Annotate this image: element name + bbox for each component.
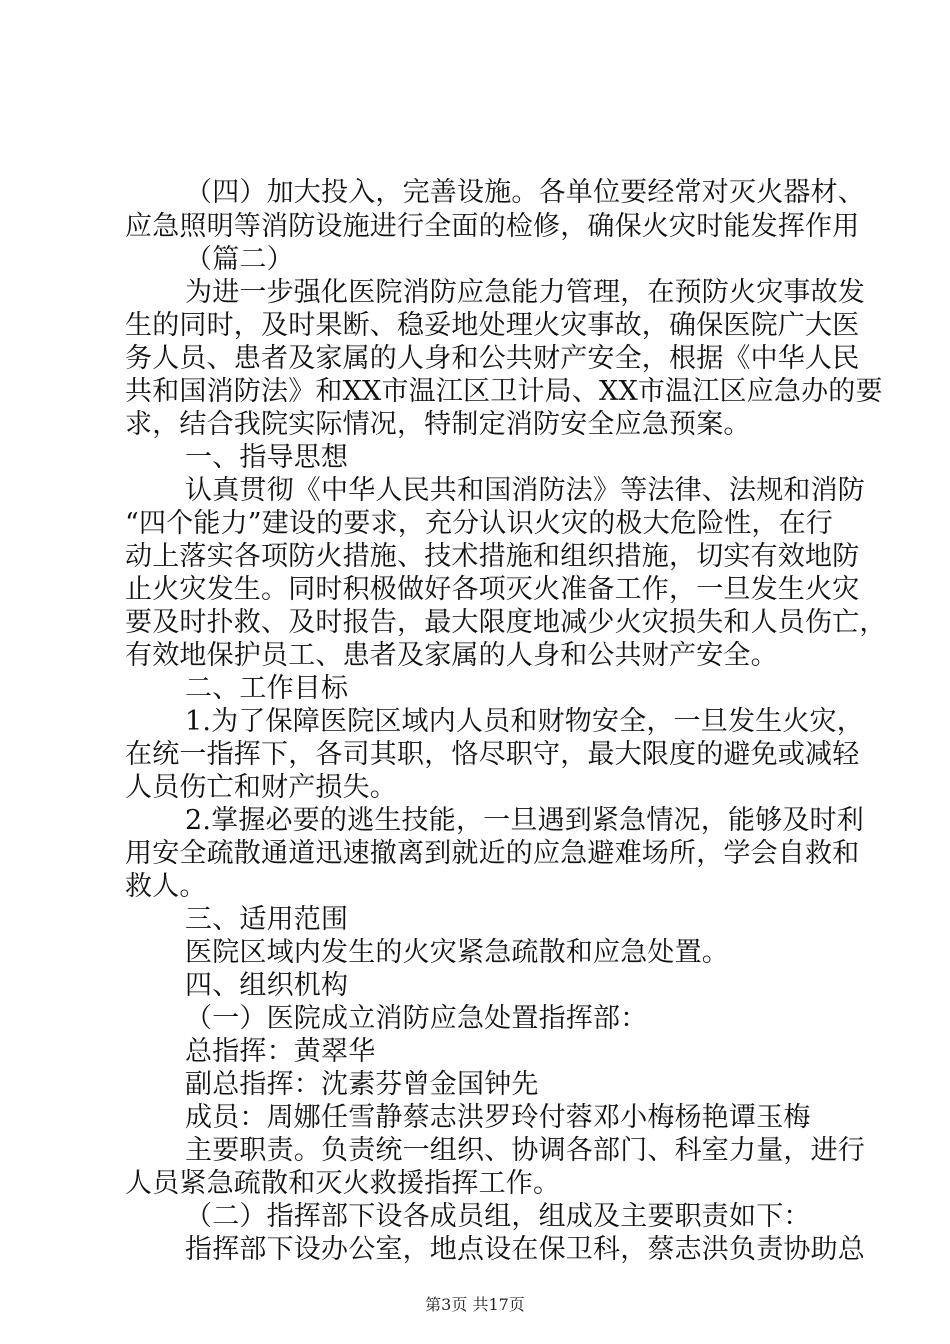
text-line: 止火灾发生。同时积极做好各项灭火准备工作，一旦发生火灾 bbox=[125, 574, 860, 605]
text-line: （一）医院成立消防应急处置指挥部： bbox=[185, 1003, 648, 1034]
text-line: 人员伤亡和财产损失。 bbox=[125, 772, 397, 803]
text-line: 务人员、患者及家属的人身和公共财产安全，根据《中华人民 bbox=[125, 343, 860, 374]
text-line: 人员紧急疏散和灭火救援指挥工作。 bbox=[125, 1168, 561, 1199]
section-heading: 二、工作目标 bbox=[185, 673, 349, 704]
text-line: 在统一指挥下，各司其职，恪尽职守，最大限度的避免或减轻 bbox=[125, 739, 860, 770]
text-line: （二）指挥部下设各成员组，组成及主要职责如下： bbox=[185, 1201, 811, 1232]
text-line: 动上落实各项防火措施、技术措施和组织措施，切实有效地防 bbox=[125, 541, 860, 572]
text-line: 认真贯彻《中华人民共和国消防法》等法律、法规和消防 bbox=[185, 475, 865, 506]
text-line: 指挥部下设办公室，地点设在保卫科，蔡志洪负责协助总 bbox=[185, 1234, 865, 1265]
text-line: 2.掌握必要的逃生技能，一旦遇到紧急情况，能够及时利 bbox=[185, 805, 864, 836]
text-line: 医院区域内发生的火灾紧急疏散和应急处置。 bbox=[185, 937, 729, 968]
text-line: 有效地保护员工、患者及家属的人身和公共财产安全。 bbox=[125, 640, 778, 671]
text-line: 副总指挥：沈素芬曾金国钟先 bbox=[185, 1069, 539, 1100]
text-line: （四）加大投入，完善设施。各单位要经常对灭火器材、 bbox=[185, 177, 865, 208]
text-line: 求，结合我院实际情况，特制定消防安全应急预案。 bbox=[125, 409, 751, 440]
text-line: 总指挥：黄翠华 bbox=[185, 1036, 376, 1067]
text-line: 生的同时，及时果断、稳妥地处理火灾事故，确保医院广大医 bbox=[125, 310, 860, 341]
text-line: 为进一步强化医院消防应急能力管理，在预防火灾事故发 bbox=[185, 277, 865, 308]
text-line: 共和国消防法》和XX市温江区卫计局、XX市温江区应急办的要 bbox=[125, 376, 883, 407]
section-heading: 一、指导思想 bbox=[185, 442, 349, 473]
text-line: 用安全疏散通道迅速撤离到就近的应急避难场所，学会自救和 bbox=[125, 838, 860, 869]
text-line: 主要职责。负责统一组织、协调各部门、科室力量，进行 bbox=[185, 1135, 865, 1166]
text-line: 成员：周娜任雪静蔡志洪罗玲付蓉邓小梅杨艳谭玉梅 bbox=[185, 1102, 811, 1133]
text-line: 要及时扑救、及时报告，最大限度地减少火灾损失和人员伤亡， bbox=[125, 607, 887, 638]
section-heading: （篇二） bbox=[185, 244, 294, 275]
text-line: 救人。 bbox=[125, 871, 207, 902]
section-heading: 四、组织机构 bbox=[185, 970, 349, 1001]
section-heading: 三、适用范围 bbox=[185, 904, 349, 935]
text-line: “四个能力”建设的要求，充分认识火灾的极大危险性，在行 bbox=[125, 508, 834, 539]
text-line: 应急照明等消防设施进行全面的检修，确保火灾时能发挥作用 bbox=[125, 211, 860, 242]
text-line: 1.为了保障医院区域内人员和财物安全，一旦发生火灾， bbox=[185, 706, 864, 737]
page-number-footer: 第3页 共17页 bbox=[425, 1295, 525, 1314]
